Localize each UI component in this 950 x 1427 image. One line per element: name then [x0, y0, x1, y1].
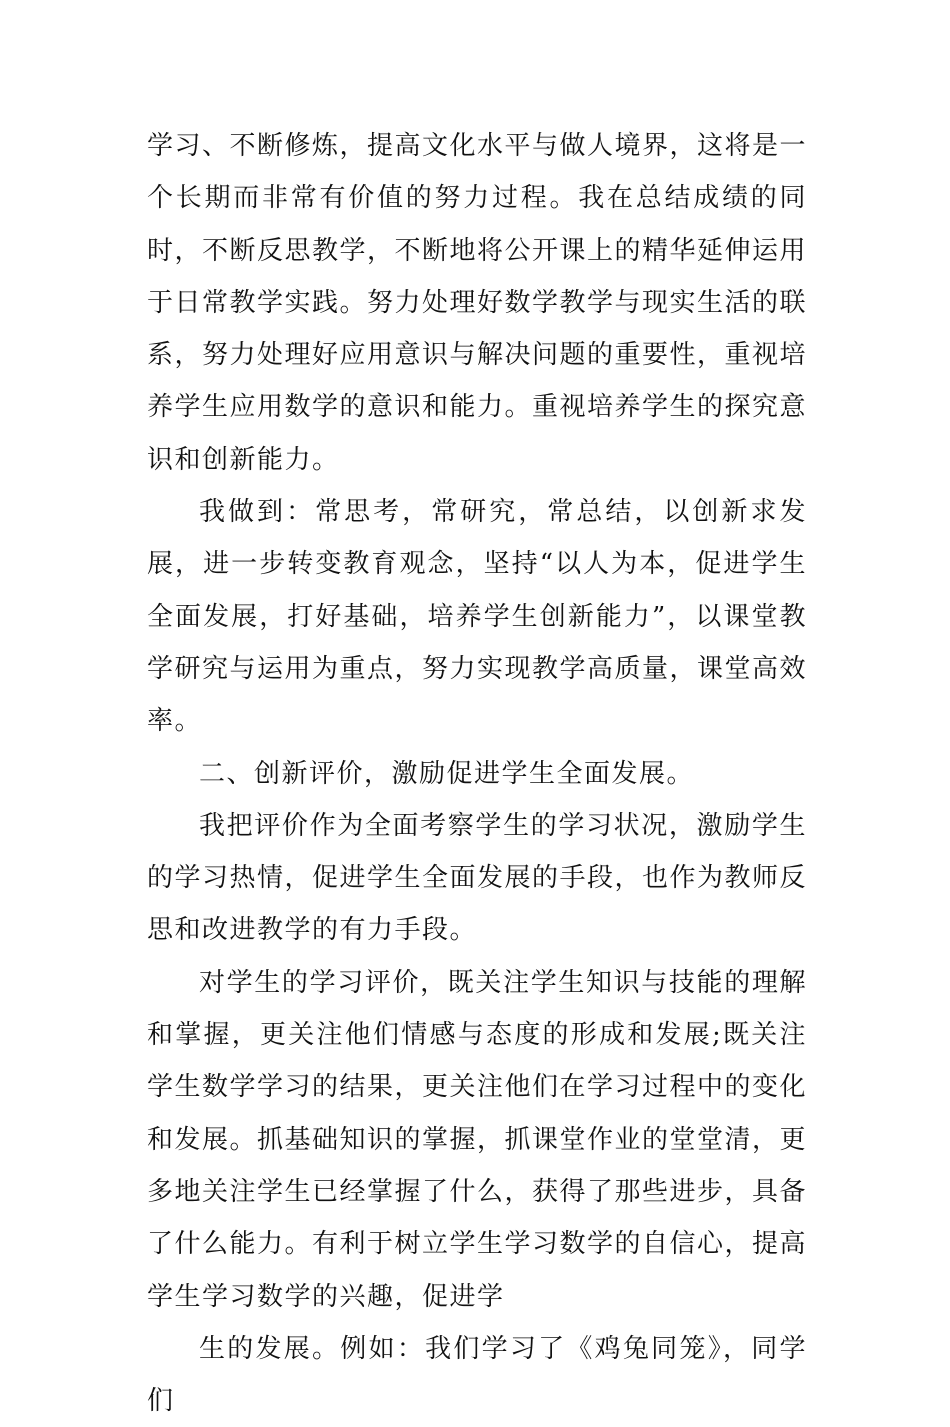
paragraph-5: 生的发展。例如：我们学习了《鸡兔同笼》，同学们	[147, 1333, 807, 1417]
paragraph-2: 我做到：常思考，常研究，常总结，以创新求发展，进一步转变教育观念，坚持“以人为本，促进学生全面发展，打好基础，培养学生创新能力”，以课堂教学研究与运用为重点，努力实现教学高质量，课堂高效率。	[147, 497, 808, 737]
paragraph-3: 我把评价作为全面考察学生的学习状况，激励学生的学习热情，促进学生全面发展的手段，也作为教师反思和改进教学的有力手段。	[147, 810, 808, 946]
paragraph-1: 学习、不断修炼，提高文化水平与做人境界，这将是一个长期而非常有价值的努力过程。我在总结成绩的同时，不断反思教学，不断地将公开课上的精华延伸运用于日常教学实践。努力处理好数学教学与现实生活的联系，努力处理好应用意识与解决问题的重要性，重视培养学生应用数学的意识和能力。重视培养学生的探究意识和创新能力。	[147, 131, 808, 475]
paragraph-4: 对学生的学习评价，既关注学生知识与技能的理解和掌握，更关注他们情感与态度的形成和发展;既关注学生数学学习的结果，更关注他们在学习过程中的变化和发展。抓基础知识的掌握，抓课堂作业的堂堂清，更多地关注学生已经掌握了什么，获得了那些进步，具备了什么能力。有利于树立学生学习数学的自信心，提高学生学习数学的兴趣，促进学	[147, 967, 808, 1312]
section-heading-2: 二、创新评价，激励促进学生全面发展。	[199, 758, 695, 789]
document-body	[147, 120, 807, 1427]
